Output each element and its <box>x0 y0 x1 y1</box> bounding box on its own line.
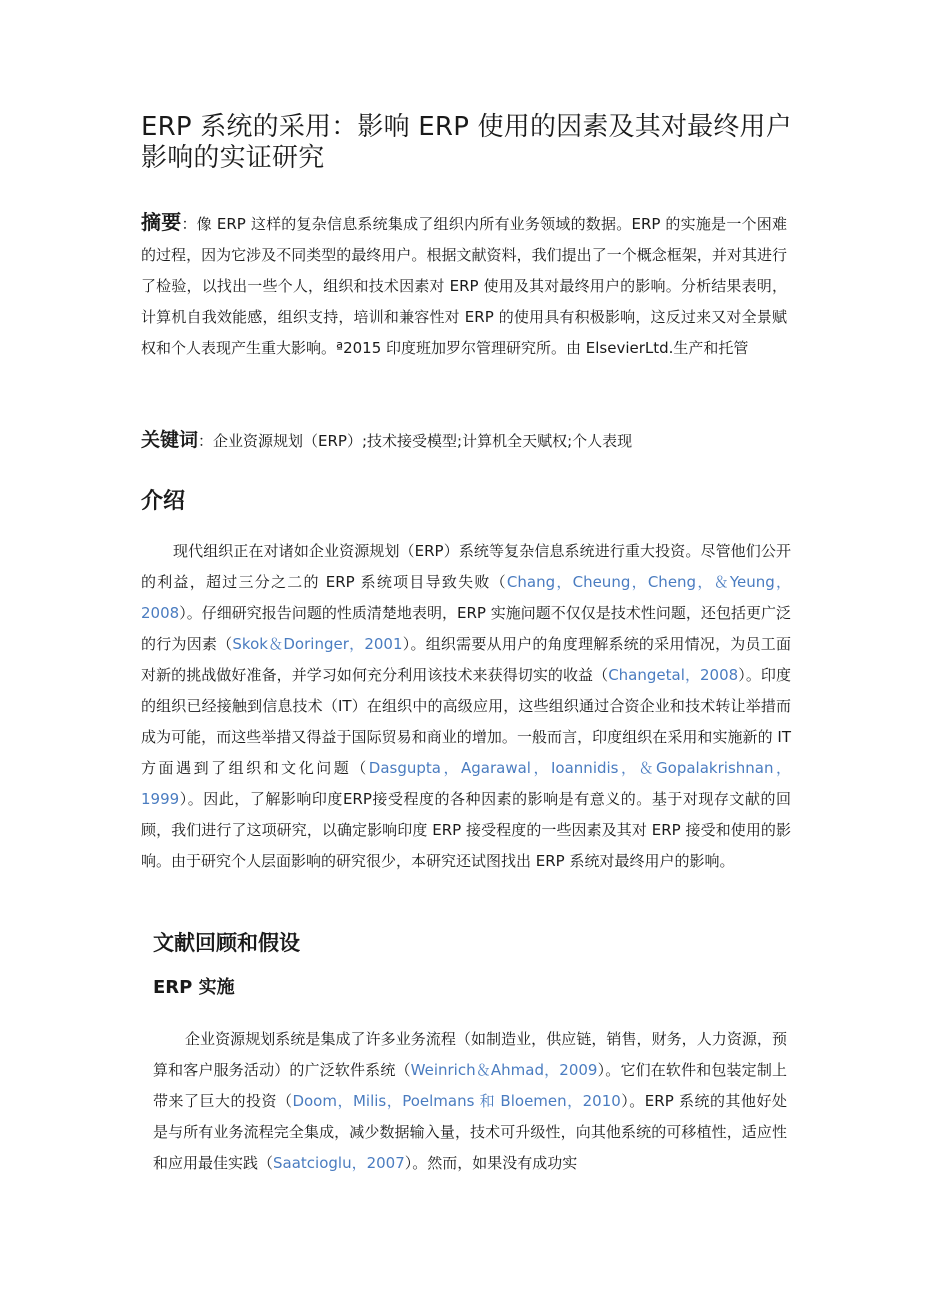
abstract-text: ：像 ERP 这样的复杂信息系统集成了组织内所有业务领域的数据。ERP 的实施是一个困难的过程，因为它涉及不同类型的最终用户。根据文献资料，我们提出了一个概念框架，并对其进行了检验，以找出一些个人，组织和技术因素对 ERP 使用及其对最终用户的影响。分析结果表明，计算机自我效能感，组织支持，培训和兼容性对 ERP 的使用具有积极影响，这反过来又对全景赋权和个人表现产生重大影响。ª2015 印度班加罗尔管理研究所。由 ElsevierLtd.生产和托管 <box>141 215 787 357</box>
citation-link[interactable]: Skok＆Doringer，2001 <box>232 635 403 653</box>
citation-link[interactable]: Changetal，2008 <box>608 666 739 684</box>
intro-text-3: ）。组织需要从用户的角度理解系统的采用情况，为员工面对新的挑战做好准备，并学习如何充分利用该技术来获得切实的收益（ <box>141 635 791 684</box>
intro-text-5: ）。因此，了解影响印度ERP接受程度的各种因素的影响是有意义的。基于对现存文献的回顾，我们进行了这项研究，以确定影响印度 ERP 接受程度的一些因素及其对 ERP 接受和使用的影响。由于研究个人层面影响的研究很少，本研究还试图找出 ERP 系统对最终用户的影响。 <box>141 790 791 870</box>
erp-text-3: ）。ERP 系统的其他好处是与所有业务流程完全集成，减少数据输入量，技术可升级性，向其他系统的可移植性，适应性和应用最佳实践（ <box>153 1092 787 1172</box>
keywords-label: 关键词 <box>141 429 199 451</box>
erp-text-1: 企业资源规划系统是集成了许多业务流程（如制造业，供应链，销售，财务，人力资源，预算和客户服务活动）的广泛软件系统（ <box>153 1030 787 1079</box>
intro-heading: 介绍 <box>141 489 186 514</box>
erp-text-4: ）。然而，如果没有成功实 <box>404 1154 578 1172</box>
intro-text-2: ）。仔细研究报告问题的性质清楚地表明，ERP 实施问题不仅仅是技术性问题，还包括更广泛的行为因素（ <box>141 604 791 653</box>
erp-implementation-heading: ERP 实施 <box>153 977 235 998</box>
abstract-label: 摘要 <box>141 210 182 234</box>
citation-link[interactable]: Dasgupta，Agarawal，Ioannidis，＆Gopalakrishnan，1999 <box>141 759 791 808</box>
citation-link[interactable]: Chang，Cheung，Cheng，＆Yeung，2008 <box>141 573 791 622</box>
citation-link[interactable]: Saatcioglu，2007 <box>273 1154 405 1172</box>
paper-title: ERP 系统的采用：影响 ERP 使用的因素及其对最终用户影响的实证研究 <box>141 112 792 173</box>
erp-text-2: ）。它们在软件和包装定制上带来了巨大的投资（ <box>153 1061 787 1110</box>
intro-text-4: ）。印度的组织已经接触到信息技术（IT）在组织中的高级应用，这些组织通过合资企业和技术转让举措而成为可能，而这些举措又得益于国际贸易和商业的增加。一般而言，印度组织在采用和实施新的 IT 方面遇到了组织和文化问题（ <box>141 666 791 777</box>
keywords-text: ：企业资源规划（ERP）;技术接受模型;计算机全天赋权;个人表现 <box>198 432 633 450</box>
literature-review-heading: 文献回顾和假设 <box>153 931 300 955</box>
abstract-paragraph <box>141 207 787 364</box>
citation-link[interactable]: Weinrich＆Ahmad，2009 <box>410 1061 598 1079</box>
keywords-paragraph <box>141 425 787 457</box>
intro-text-1: 现代组织正在对诸如企业资源规划（ERP）系统等复杂信息系统进行重大投资。尽管他们公开的利益，超过三分之二的 ERP 系统项目导致失败（ <box>141 542 791 591</box>
citation-link[interactable]: Doom，Milis，Poelmans 和 Bloemen，2010 <box>292 1092 621 1110</box>
intro-paragraph <box>141 536 791 877</box>
erp-paragraph <box>153 1024 787 1179</box>
